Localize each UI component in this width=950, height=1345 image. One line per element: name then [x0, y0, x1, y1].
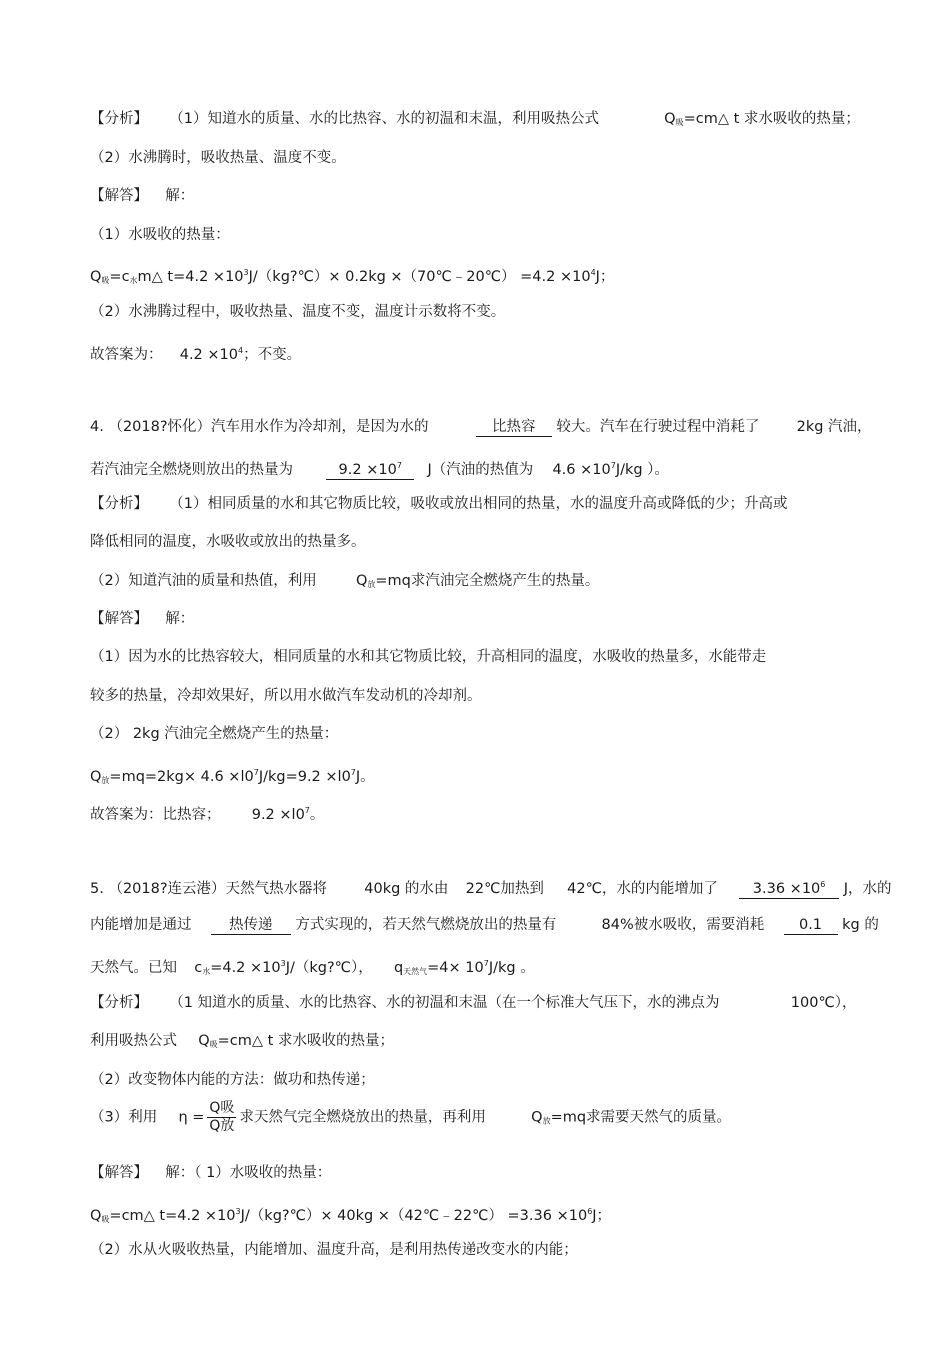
- analysis-text: =mq求需要天然气的质量。: [550, 1109, 732, 1126]
- exponent: 7: [610, 461, 616, 470]
- q4-question-line-1: [90, 416, 872, 438]
- analysis-text: （1 知道水的质量、水的比热容、水的初温和末温（在一个标准大气压下，水的沸点为: [169, 995, 720, 1011]
- q4-formula: [90, 762, 375, 792]
- exponent: 7: [253, 768, 259, 777]
- heat-symbol: Q: [198, 1033, 210, 1049]
- fraction-numerator: Q吸: [209, 1100, 235, 1116]
- question-text: 40kg 的水由: [364, 881, 449, 897]
- analysis-text: 100℃），: [790, 995, 857, 1011]
- blank-value: 3.36 ×10: [752, 881, 821, 897]
- question-text: 4. （2018?怀化）汽车用水作为冷却剂，是因为水的: [90, 419, 429, 435]
- q4-answer-header: [90, 608, 194, 630]
- heat-symbol: Q: [664, 111, 676, 127]
- q5-analysis-line-1: [90, 992, 857, 1014]
- analysis-text: 利用吸热公式: [90, 1033, 177, 1049]
- subscript: 水: [129, 276, 138, 285]
- efficiency-symbol: η =: [178, 1109, 205, 1126]
- exponent: 6: [587, 1207, 593, 1216]
- question-text: 2kg 汽油，: [796, 419, 872, 435]
- answer-tag: 【解答】: [90, 1165, 148, 1181]
- analysis-tag: 【分析】: [90, 995, 148, 1011]
- question-text: 84%被水吸收，需要消耗: [601, 917, 765, 933]
- q4-question-line-2: [90, 455, 669, 481]
- question-text: 方式实现的，若天然气燃烧放出的热量有: [295, 917, 557, 933]
- s3-answer-line-2: （2）水沸腾过程中，吸收热量、温度不变，温度计示数将不变。: [90, 304, 506, 320]
- formula-text: J/（kg?℃）× 0.2kg ×（70℃﹣20℃） =4.2 ×10: [248, 269, 591, 285]
- blank-value: 9.2 ×10: [338, 462, 397, 478]
- q4-answer-line-2: 较多的热量，冷却效果好，所以用水做汽车发动机的冷却剂。: [90, 688, 482, 704]
- question-text: J，水的: [843, 881, 892, 897]
- exponent: 6: [820, 880, 826, 889]
- exponent: 3: [235, 1207, 241, 1216]
- final-label: 故答案为：比热容；: [90, 807, 221, 823]
- question-text: 42℃，水的内能增加了: [567, 881, 718, 897]
- question-text: J/（kg?℃），: [285, 960, 373, 976]
- question-text: 22℃加热到: [465, 881, 544, 897]
- question-text: 若汽油完全燃烧则放出的热量为: [90, 462, 293, 478]
- subscript: 吸: [209, 1040, 218, 1049]
- answer-tag: 【解答】: [90, 611, 148, 627]
- fraction-denominator: Q放: [209, 1118, 235, 1134]
- answer-jie: 解：: [165, 188, 195, 204]
- question-text: 内能增加是通过: [90, 917, 192, 933]
- formula-text: J；: [595, 269, 615, 285]
- q4-analysis-line-2: 降低相同的温度，水吸收或放出的热量多。: [90, 534, 366, 550]
- analysis-text: =cm△ t 求水吸收的热量；: [217, 1033, 394, 1049]
- s3-answer-header: [90, 185, 194, 207]
- question-text: 5. （2018?连云港）天然气热水器将: [90, 881, 328, 897]
- analysis-text: 求天然气完全燃烧放出的热量，再利用: [239, 1109, 486, 1126]
- q5-answer-header: [90, 1162, 331, 1184]
- answer-text: 解：（ 1）水吸收的热量：: [165, 1165, 332, 1181]
- question-text: J/kg 。: [488, 960, 535, 976]
- analysis-text: （1）知道水的质量、水的比热容、水的初温和末温，利用吸热公式: [169, 111, 599, 127]
- s3-analysis-line-1: [90, 108, 860, 134]
- q5-analysis-line-4: [90, 1100, 731, 1139]
- final-end: ；不变。: [243, 347, 302, 363]
- formula-text: =cm△ t=4.2 ×10: [109, 1208, 236, 1224]
- formula-text: J。: [355, 769, 375, 785]
- formula-text: J/（kg?℃）× 40kg ×（42℃﹣22℃） =3.36 ×10: [240, 1208, 588, 1224]
- formula-text: J；: [592, 1208, 612, 1224]
- heat-symbol: Q: [90, 269, 102, 285]
- analysis-text: （3）利用: [90, 1109, 158, 1126]
- q5-question-line-2: [90, 914, 879, 936]
- question-text: J/kg ）。: [615, 462, 669, 478]
- final-label: 故答案为：: [90, 347, 163, 363]
- question-text: =4× 10: [427, 960, 484, 976]
- question-text: c: [194, 960, 203, 976]
- final-value: 4.2 ×10: [179, 347, 238, 363]
- formula-text: J/kg=9.2 ×l0: [258, 769, 351, 785]
- analysis-tag: 【分析】: [90, 111, 148, 127]
- question-text: q: [393, 960, 404, 976]
- exponent: 7: [350, 768, 356, 777]
- question-text: J（汽油的热值为: [427, 462, 534, 478]
- q4-answer-line-1: （1）因为水的比热容较大，相同质量的水和其它物质比较，升高相同的温度，水吸收的热量多，水能带走: [90, 649, 767, 665]
- q5-analysis-line-2: [90, 1030, 394, 1056]
- heat-symbol: Q: [90, 1208, 102, 1224]
- answer-jie: 解：: [165, 611, 195, 627]
- q5-question-line-3: [90, 953, 535, 983]
- subscript: 吸: [101, 1215, 110, 1224]
- answer-blank: [326, 457, 414, 480]
- exponent: 7: [396, 461, 402, 470]
- answer-blank: 0.1: [784, 916, 838, 935]
- q5-analysis-line-3: （2）改变物体内能的方法：做功和热传递；: [90, 1072, 375, 1088]
- q4-analysis-line-3: [90, 570, 599, 596]
- formula-text: =c: [109, 269, 130, 285]
- heat-symbol: Q: [531, 1109, 543, 1126]
- q5-formula: [90, 1201, 611, 1231]
- q4-analysis-line-1: [90, 493, 787, 515]
- answer-blank: [739, 876, 839, 899]
- subscript: 放: [542, 1116, 551, 1126]
- question-text: =4.2 ×10: [210, 960, 281, 976]
- answer-blank: 热传递: [211, 916, 291, 935]
- question-text: 较大。汽车在行驶过程中消耗了: [556, 419, 760, 435]
- s3-final-answer: [90, 340, 301, 366]
- exponent: 4: [590, 268, 596, 277]
- s3-answer-line-1: （1）水吸收的热量：: [90, 227, 230, 243]
- exponent: 7: [304, 806, 310, 815]
- subscript: 吸: [675, 118, 684, 127]
- analysis-text: =mq求汽油完全燃烧产生的热量。: [375, 573, 600, 589]
- efficiency-fraction: [207, 1100, 236, 1135]
- subscript: 水: [202, 967, 211, 976]
- q4-final-answer: [90, 800, 324, 826]
- subscript: 放: [101, 776, 110, 785]
- question-text: 4.6 ×10: [552, 462, 611, 478]
- subscript: 天然气: [403, 967, 428, 976]
- answer-blank: 比热容: [476, 418, 552, 437]
- analysis-text: （1）相同质量的水和其它物质比较，吸收或放出相同的热量，水的温度升高或降低的少；升高或: [169, 496, 788, 512]
- formula-text: =mq=2kg× 4.6 ×l0: [109, 769, 254, 785]
- q4-answer-line-3: （2） 2kg 汽油完全燃烧产生的热量：: [90, 726, 339, 742]
- exponent: 4: [238, 346, 244, 355]
- analysis-tag: 【分析】: [90, 496, 148, 512]
- s3-formula: [90, 262, 614, 292]
- question-text: 天然气。已知: [90, 960, 177, 976]
- exponent: 3: [280, 959, 286, 968]
- analysis-text: =cm△ t 求水吸收的热量；: [683, 111, 860, 127]
- analysis-text: （2）知道汽油的质量和热值，利用: [90, 573, 317, 589]
- subscript: 吸: [101, 276, 110, 285]
- exponent: 3: [243, 268, 249, 277]
- q5-answer-line-2: （2）水从火吸收热量，内能增加、温度升高，是利用热传递改变水的内能；: [90, 1242, 578, 1258]
- heat-symbol: Q: [355, 573, 368, 589]
- subscript: 放: [367, 580, 376, 589]
- exponent: 7: [483, 959, 489, 968]
- q5-question-line-1: [90, 876, 891, 900]
- answer-tag: 【解答】: [90, 188, 148, 204]
- heat-symbol: Q: [90, 769, 102, 785]
- final-end: 。: [309, 807, 325, 823]
- question-text: kg 的: [842, 917, 879, 933]
- formula-text: m△ t=4.2 ×10: [137, 269, 244, 285]
- final-value: 9.2 ×l0: [251, 807, 305, 823]
- s3-analysis-line-2: （2）水沸腾时，吸收热量、温度不变。: [90, 150, 346, 166]
